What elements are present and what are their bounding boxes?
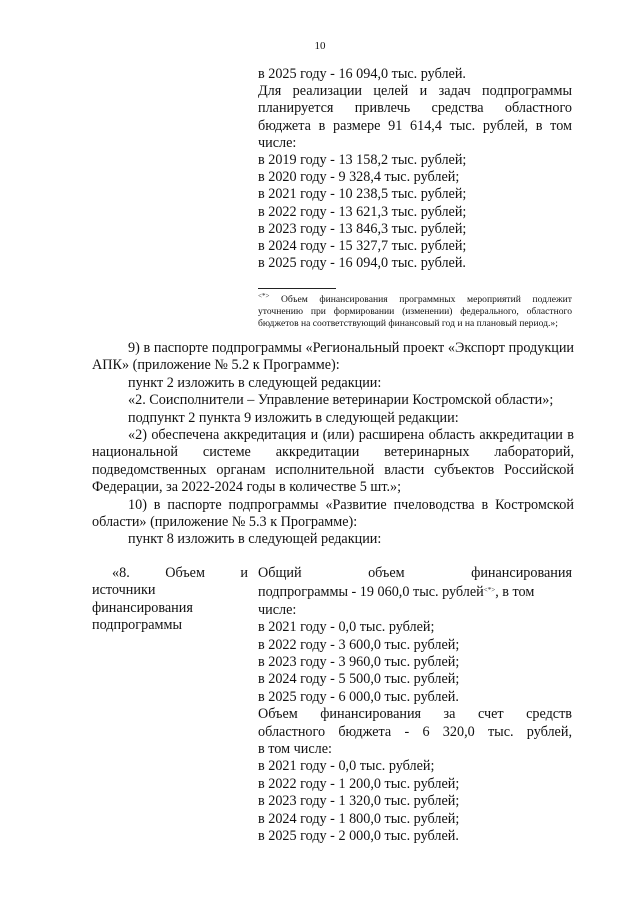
- text-line: в 2023 году - 13 846,3 тыс. рублей;: [258, 220, 467, 237]
- funding-continuation-block: [258, 66, 572, 272]
- text-line: в 2021 году - 10 238,5 тыс. рублей;: [258, 186, 467, 203]
- funding-row-values: [258, 565, 572, 846]
- footnote: [258, 290, 572, 331]
- main-body: [92, 340, 574, 549]
- text-line: в 2019 году - 13 158,2 тыс. рублей;: [258, 152, 467, 169]
- total-amount-text: подпрограммы - 19 060,0 тыс. рублей: [258, 584, 484, 601]
- text-line: числе:: [258, 134, 297, 151]
- text-line: в 2020 году - 9 328,4 тыс. рублей;: [258, 169, 460, 186]
- year-line: в 2022 году - 3 600,0 тыс. рублей;: [258, 636, 460, 653]
- paragraph-10-item: пункт 8 изложить в следующей редакции:: [128, 531, 382, 548]
- year-line: в 2021 году - 0,0 тыс. рублей;: [258, 758, 435, 775]
- label-line: источники: [92, 582, 156, 599]
- paragraph-10: 10) в паспорте подпрограммы «Развитие пчеловодства в Костромской области» (приложение № 5.3 к Программе):: [92, 496, 574, 531]
- text-line: в 2025 году - 16 094,0 тыс. рублей.: [258, 255, 466, 272]
- total-line: [258, 582, 572, 601]
- year-line: в 2024 году - 5 500,0 тыс. рублей;: [258, 671, 460, 688]
- total-line: Общий объем финансирования: [258, 565, 572, 581]
- regional-line: в том числе:: [258, 741, 332, 758]
- total-line: числе:: [258, 601, 297, 618]
- year-line: в 2023 году - 3 960,0 тыс. рублей;: [258, 654, 460, 671]
- footnote-text: Объем финансирования программных мероприятий подлежит уточнению при формировании (изменении) федерального, областного бюджетов на соответствующий финансовый год и на плановый период.»;: [258, 294, 572, 330]
- regional-line: областного бюджета - 6 320,0 тыс. рублей,: [258, 723, 572, 740]
- year-line: в 2024 году - 1 800,0 тыс. рублей;: [258, 810, 460, 827]
- footnote-reference: <*>: [483, 586, 496, 595]
- year-line: в 2025 году - 2 000,0 тыс. рублей.: [258, 828, 459, 845]
- paragraph-9-text: «2. Соисполнители – Управление ветеринарии Костромской области»;: [128, 392, 554, 409]
- page-number: 10: [314, 40, 326, 52]
- text-line: Для реализации целей и задач подпрограммы: [258, 83, 572, 100]
- footnote-divider: [258, 288, 336, 289]
- label-line: финансирования: [92, 599, 193, 616]
- label-line: подпрограммы: [92, 617, 182, 634]
- year-line: в 2022 году - 1 200,0 тыс. рублей;: [258, 775, 460, 792]
- text-line: в 2025 году - 16 094,0 тыс. рублей.: [258, 66, 466, 82]
- year-line: в 2025 году - 6 000,0 тыс. рублей.: [258, 688, 459, 705]
- label-line: «8. Объем и: [112, 565, 248, 581]
- paragraph-9-sub-text: «2) обеспечена аккредитация и (или) расширена область аккредитации в национальной системе аккредитации ветеринарных лабораторий, подведомственных органам исполнительной власти субъектов Российской Федерации, за 2022-2024 годы в количестве 5 шт.»;: [92, 427, 574, 496]
- text-line: в 2024 году - 15 327,7 тыс. рублей;: [258, 238, 467, 255]
- paragraph-9: 9) в паспорте подпрограммы «Региональный проект «Экспорт продукции АПК» (приложение № 5.2 к Программе):: [92, 340, 574, 374]
- paragraph-9-item: пункт 2 изложить в следующей редакции:: [128, 374, 382, 391]
- text-line: бюджета в размере 91 614,4 тыс. рублей, в том: [258, 117, 572, 134]
- footnote-mark: <*>: [258, 292, 270, 300]
- regional-line: Объем финансирования за счет средств: [258, 706, 572, 723]
- year-line: в 2023 году - 1 320,0 тыс. рублей;: [258, 793, 460, 810]
- text-line: в 2022 году - 13 621,3 тыс. рублей;: [258, 203, 467, 220]
- funding-row-label: [92, 565, 248, 635]
- paragraph-9-sub: подпункт 2 пункта 9 изложить в следующей редакции:: [128, 409, 459, 426]
- text-line: планируется привлечь средства областного: [258, 100, 572, 117]
- year-line: в 2021 году - 0,0 тыс. рублей;: [258, 619, 435, 636]
- total-line-tail: , в том: [495, 584, 535, 601]
